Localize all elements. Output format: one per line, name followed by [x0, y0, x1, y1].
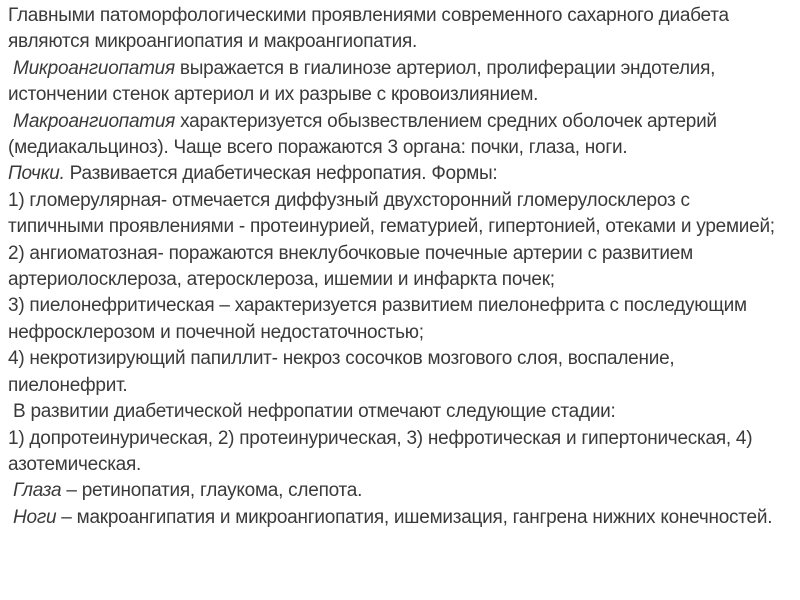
form-item-pyelonephritic: 3) пиелонефритическая – характеризуется развитием пиелонефрита с последующим нефросклерозом и почечной недостаточностью; [8, 295, 747, 343]
kidneys-paragraph [8, 161, 790, 187]
eyes-text: – ретинопатия, глаукома, слепота. [61, 480, 363, 502]
microangiopathy-text: выражается в гиалинозе артериол, пролиферации эндотелия, истончении стенок артериол и их разрыве с кровоизлиянием. [8, 57, 716, 106]
microangiopathy-paragraph [8, 56, 790, 109]
form-item-necrotizing: 4) некротизирующий папиллит- некроз сосочков мозгового слоя, воспаление, пиелонефрит. [8, 348, 675, 396]
stages-intro-text: В развитии диабетической нефропатии отмечают следующие стадии: [13, 401, 616, 423]
form-item-glomerular: 1) гломерулярная- отмечается диффузный двухсторонний гломерулосклероз с типичными проявлениями - протеинурией, гематурией, гипертонией, отеками и уремией; [8, 189, 775, 238]
stages-intro [8, 399, 790, 425]
eyes-term: Глаза [13, 480, 62, 502]
eyes-paragraph [8, 478, 790, 504]
stages-list: 1) допротеинурическая, 2) протеинурическая, 3) нефротическая и гипертоническая, 4) азотемическая. [8, 427, 753, 475]
legs-term: Ноги [13, 506, 57, 528]
microangiopathy-term: Микроангиопатия [13, 57, 175, 79]
legs-paragraph [8, 505, 790, 531]
kidneys-term: Почки. [8, 163, 65, 185]
kidneys-text: Развивается диабетическая нефропатия. Формы: [64, 163, 498, 185]
legs-text: – макроангипатия и микроангиопатия, ишемизация, гангрена нижних конечностей. [56, 506, 773, 528]
macroangiopathy-term: Макроангиопатия [13, 110, 176, 132]
macroangiopathy-paragraph [8, 109, 790, 162]
macroangiopathy-text: характеризуется обызвествлением средних оболочек артерий (медиакальциноз). Чаще всего поражаются 3 органа: почки, глаза, ноги. [8, 110, 717, 159]
intro-paragraph: Главными патоморфологическими проявлениями современного сахарного диабета являются микроангиопатия и макроангиопатия. [8, 5, 729, 53]
form-item-angiomatous: 2) ангиоматозная- поражаются внеклубочковые почечные артерии с развитием артериолосклероза, атеросклероза, ишемии и инфаркта почек; [8, 242, 693, 291]
